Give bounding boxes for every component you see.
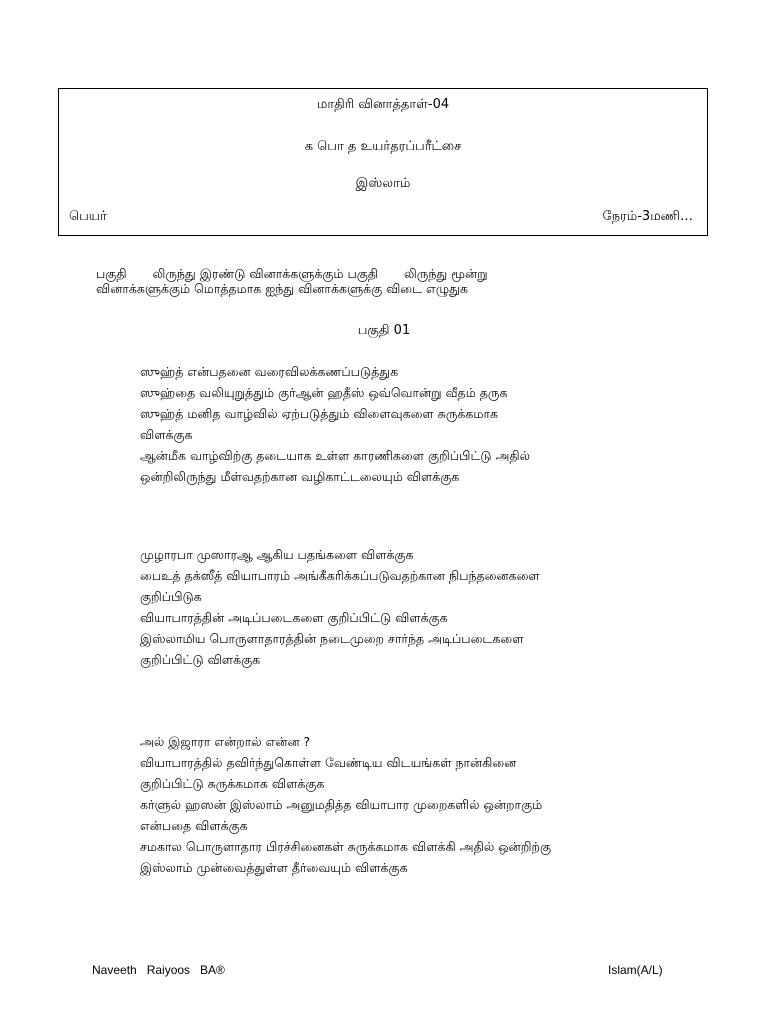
- footer-subject: Islam(A/L): [608, 963, 663, 977]
- question-line: கர்ளுல் ஹஸன் இஸ்லாம் அனுமதித்த வியாபார முறைகளில் ஒன்றாகும்: [140, 797, 543, 812]
- question-line: சமகால பொருளாதார பிரச்சினைகள் சுருக்கமாக விளக்கி அதில் ஒன்றிற்கு: [140, 839, 552, 854]
- exam-name: க பொ த உயர்தரப்பரீட்சை: [304, 139, 462, 154]
- question-line: குறிப்பிட்டு விளக்குக: [140, 652, 261, 667]
- name-label: பெயர்: [69, 209, 107, 224]
- instr-word-2: லிருந்து இரண்டு வினாக்களுக்கும் பகுதி: [152, 266, 379, 281]
- question-line: வியாபாரத்தில் தவிர்ந்துகொள்ள வேண்டிய விடயங்கள் நான்கினை: [140, 755, 517, 770]
- question-line: ஒன்றிலிருந்து மீள்வதற்கான வழிகாட்டலையும் விளக்குக: [140, 469, 460, 484]
- question-block-2: [140, 544, 700, 670]
- subject-name: இஸ்லாம்: [355, 176, 411, 191]
- instr-word-1: பகுதி: [96, 266, 127, 281]
- question-line: பைஉத் தக்ஸீத் வியாபாரம் அங்கீகரிக்கப்படுவதற்கான நிபந்தனைகளை: [140, 568, 540, 583]
- section-title: பகுதி 01: [357, 323, 411, 338]
- question-line: அல் இஜாரா என்றால் என்ன ?: [140, 734, 311, 749]
- question-line: ஸுஹ்த் என்பதனை வரைவிலக்கணப்படுத்துக: [140, 364, 399, 379]
- instructions: [96, 266, 696, 296]
- question-line: என்பதை விளக்குக: [140, 818, 248, 833]
- question-block-3: [140, 731, 700, 878]
- question-block-1: [140, 361, 700, 487]
- paper-title: மாதிரி வினாத்தாள்-04: [316, 97, 450, 112]
- instructions-line-2: வினாக்களுக்கும் மொத்தமாக ஐந்து வினாக்களுக்கு விடை எழுதுக: [96, 281, 468, 296]
- question-line: இஸ்லாமிய பொருளாதாரத்தின் நடைமுறை சார்ந்த அடிப்படைகளை: [140, 631, 524, 646]
- footer-author: Naveeth Raiyoos BA®: [92, 963, 225, 977]
- question-line: ஸுஹ்த் மனித வாழ்வில் ஏற்படுத்தும் விளைவுகளை சுருக்கமாக: [140, 406, 499, 421]
- question-line: குறிப்பிட்டு சுருக்கமாக விளக்குக: [140, 776, 325, 791]
- question-line: விளக்குக: [140, 427, 193, 442]
- question-line: ஸுஹ்தை வலியுறுத்தும் குர்ஆன் ஹதீஸ் ஒவ்வொன்று வீதம் தருக: [140, 385, 508, 400]
- question-line: முழாரபா முஸாரஆ ஆகிய பதங்களை விளக்குக: [140, 547, 414, 562]
- question-line: வியாபாரத்தின் அடிப்படைகளை குறிப்பிட்டு விளக்குக: [140, 610, 448, 625]
- question-line: குறிப்பிடுக: [140, 589, 202, 604]
- instr-word-3: லிருந்து மூன்று: [404, 266, 488, 281]
- question-line: ஆன்மீக வாழ்விற்கு தடையாக உள்ள காரணிகளை குறிப்பிட்டு அதில்: [140, 448, 531, 463]
- header-box: [58, 88, 708, 236]
- question-line: இஸ்லாம் முன்வைத்துள்ள தீர்வையும் விளக்குக: [140, 860, 408, 875]
- instructions-line-1: [96, 266, 696, 281]
- time-label: நேரம்-3மணி…: [602, 209, 693, 224]
